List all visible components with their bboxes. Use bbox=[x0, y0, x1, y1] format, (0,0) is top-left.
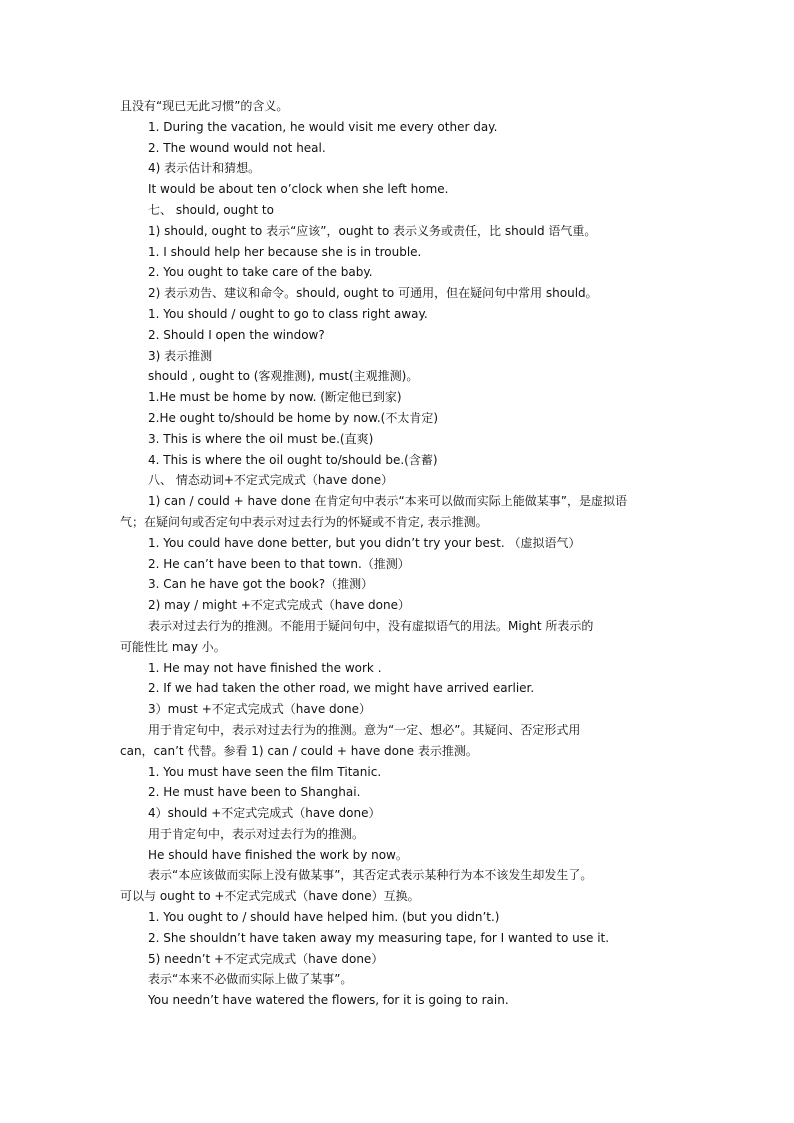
text-line: can，can’t 代替。参看 1) can / could + have done 表示推测。 bbox=[120, 743, 478, 758]
text-line: You needn’t have watered the flowers, for it is going to rain. bbox=[148, 993, 509, 1008]
text-line: 1) should, ought to 表示“应该”，ought to 表示义务或责任，比 should 语气重。 bbox=[148, 223, 597, 238]
text-line: 表示对过去行为的推测。不能用于疑问句中，没有虚拟语气的用法。Might 所表示的 bbox=[148, 618, 594, 633]
document-body bbox=[120, 96, 680, 1011]
text-line: 2. If we had taken the other road, we might have arrived earlier. bbox=[148, 681, 535, 696]
text-line: 3) 表示推测 bbox=[148, 348, 213, 363]
text-line: 1. During the vacation, he would visit me every other day. bbox=[148, 119, 498, 134]
text-line: 2. He must have been to Shanghai. bbox=[148, 785, 361, 800]
text-line: 4) 表示估计和猜想。 bbox=[148, 161, 261, 176]
text-line: 5) needn’t +不定式完成式（have done） bbox=[148, 951, 384, 966]
text-line: 八、 情态动词+不定式完成式（have done） bbox=[148, 473, 394, 488]
text-line: 4. This is where the oil ought to/should be.(含蓄) bbox=[148, 452, 438, 467]
text-line: 2. The wound would not heal. bbox=[148, 140, 326, 155]
text-line: 七、 should, ought to bbox=[148, 202, 274, 217]
text-line: 1. He may not have finished the work . bbox=[148, 660, 382, 675]
text-line: 2. You ought to take care of the baby. bbox=[148, 265, 373, 280]
text-line: 2) may / might +不定式完成式（have done） bbox=[148, 598, 410, 613]
text-line: He should have finished the work by now。 bbox=[148, 847, 408, 862]
text-line: 2.He ought to/should be home by now.(不太肯定) bbox=[148, 410, 439, 425]
text-line: 1. You should / ought to go to class right away. bbox=[148, 306, 428, 321]
text-line: 表示“本来不必做而实际上做了某事”。 bbox=[148, 972, 353, 987]
text-line: 2. Should I open the window? bbox=[148, 327, 325, 342]
text-line: 3. Can he have got the book?（推测） bbox=[148, 577, 374, 592]
text-line: 2. She shouldn’t have taken away my measuring tape, for I wanted to use it. bbox=[148, 930, 610, 945]
text-line: should , ought to (客观推测), must(主观推测)。 bbox=[148, 369, 419, 384]
text-line: 表示“本应该做而实际上没有做某事”，其否定式表示某种行为本不该发生却发生了。 bbox=[148, 868, 593, 883]
text-line: 可以与 ought to +不定式完成式（have done）互换。 bbox=[120, 889, 420, 904]
text-line: It would be about ten o’clock when she left home. bbox=[148, 182, 449, 197]
text-line: 1) can / could + have done 在肯定句中表示“本来可以做而实际上能做某事”，是虚拟语 bbox=[148, 494, 627, 509]
text-line: 1.He must be home by now. (断定他已到家) bbox=[148, 390, 402, 405]
text-line: 1. You ought to / should have helped him. (but you didn’t.) bbox=[148, 910, 500, 925]
text-line: 且没有“现已无此习惯”的含义。 bbox=[120, 99, 289, 113]
text-line: 2. He can’t have been to that town.（推测） bbox=[148, 556, 410, 571]
text-line: 用于肯定句中，表示对过去行为的推测。 bbox=[148, 826, 365, 841]
text-line: 用于肯定句中，表示对过去行为的推测。意为“一定、想必”。其疑问、否定形式用 bbox=[148, 722, 581, 737]
text-line: 气；在疑问句或否定句中表示对过去行为的怀疑或不肯定, 表示推测。 bbox=[120, 514, 488, 529]
text-line: 3）must +不定式完成式（have done） bbox=[148, 702, 371, 717]
text-line: 1. You must have seen the film Titanic. bbox=[148, 764, 382, 779]
text-line: 4）should +不定式完成式（have done） bbox=[148, 806, 381, 821]
text-line: 1. I should help her because she is in trouble. bbox=[148, 244, 422, 259]
text-line: 1. You could have done better, but you didn’t try your best. （虚拟语气） bbox=[148, 535, 581, 550]
text-line: 3. This is where the oil must be.(直爽) bbox=[148, 431, 374, 446]
text-line: 2) 表示劝告、建议和命令。should, ought to 可通用，但在疑问句中常用 should。 bbox=[148, 286, 598, 301]
text-line: 可能性比 may 小。 bbox=[120, 639, 226, 654]
